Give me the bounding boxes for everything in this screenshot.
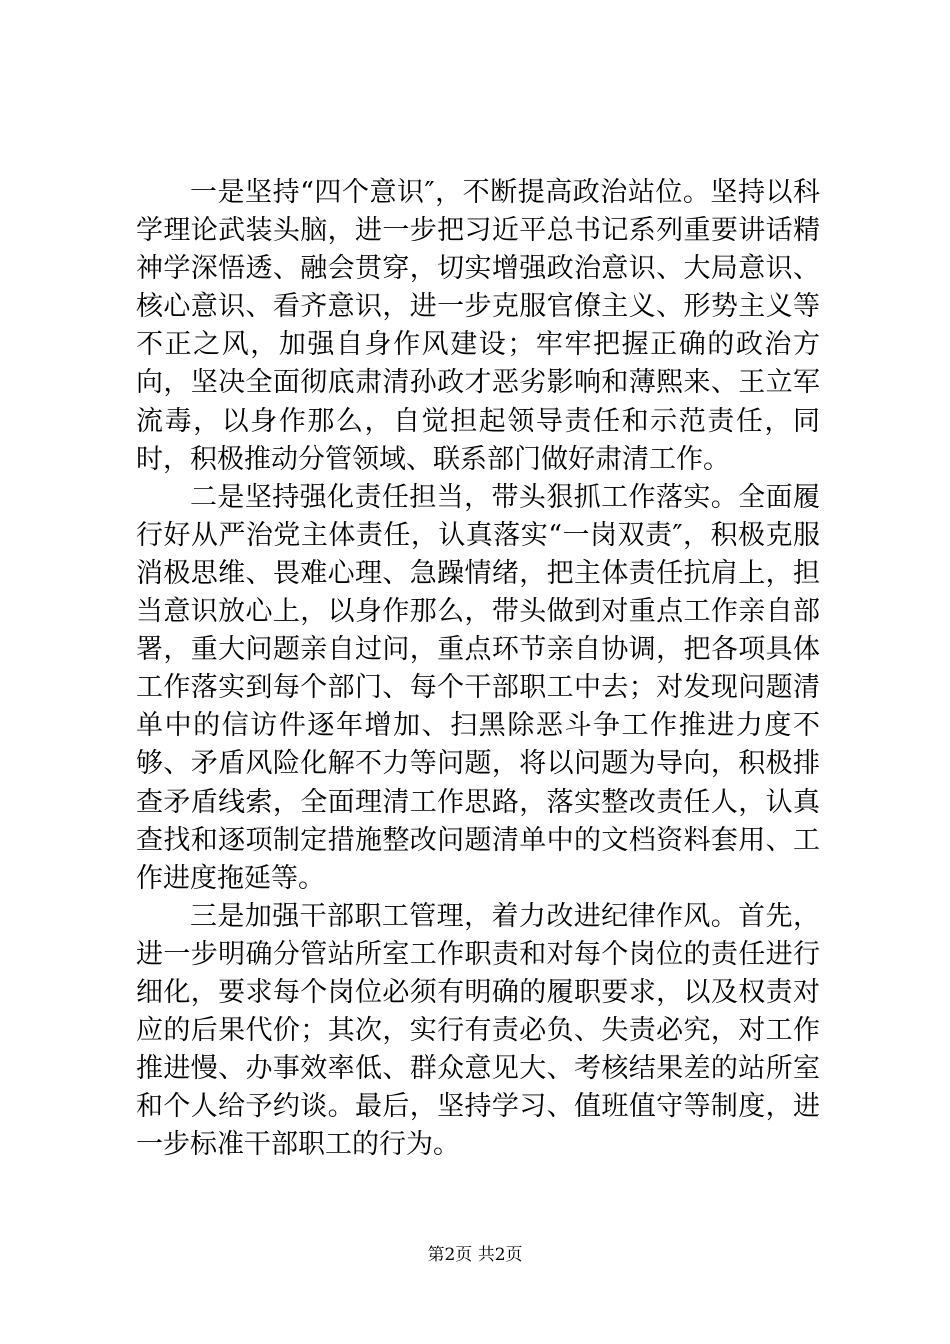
- page-footer: 第2页 共2页: [427, 1245, 523, 1265]
- paragraph-2: 二是坚持强化责任担当，带头狠抓工作落实。全面履行好从严治党主体责任，认真落实“一岗双责″，积极克服消极思维、畏难心理、急躁情绪，把主体责任抗肩上，担当意识放心上，以身作那么，带头做到对重点工作亲自部署，重大问题亲自过问，重点环节亲自协调，把各项具体工作落实到每个部门、每个干部职工中去；对发现问题清单中的信访件逐年增加、扫黑除恶斗争工作推进力度不够、矛盾风险化解不力等问题，将以问题为导向，积极排查矛盾线索，全面理清工作思路，落实整改责任人，认真查找和逐项制定措施整改问题清单中的文档资料套用、工作进度拖延等。: [136, 481, 820, 894]
- paragraph-3: 三是加强干部职工管理，着力改进纪律作风。首先，进一步明确分管站所室工作职责和对每个岗位的责任进行细化，要求每个岗位必须有明确的履职要求，以及权责对应的后果代价；其次，实行有责必负、失责必究，对工作推进慢、办事效率低、群众意见大、考核结果差的站所室和个人给予约谈。最后，坚持学习、值班值守等制度，进一步标准干部职工的行为。: [136, 900, 820, 1161]
- document-body: [136, 174, 820, 1164]
- paragraph-1: 一是坚持“四个意识″，不断提高政治站位。坚持以科学理论武装头脑，进一步把习近平总书记系列重要讲话精神学深悟透、融会贯穿，切实增强政治意识、大局意识、核心意识、看齐意识，进一步克服官僚主义、形势主义等不正之风，加强自身作风建设；牢牢把握正确的政治方向，坚决全面彻底肃清孙政才恶劣影响和薄熙来、王立军流毒，以身作那么，自觉担起领导责任和示范责任，同时，积极推动分管领域、联系部门做好肃清工作。: [136, 177, 820, 475]
